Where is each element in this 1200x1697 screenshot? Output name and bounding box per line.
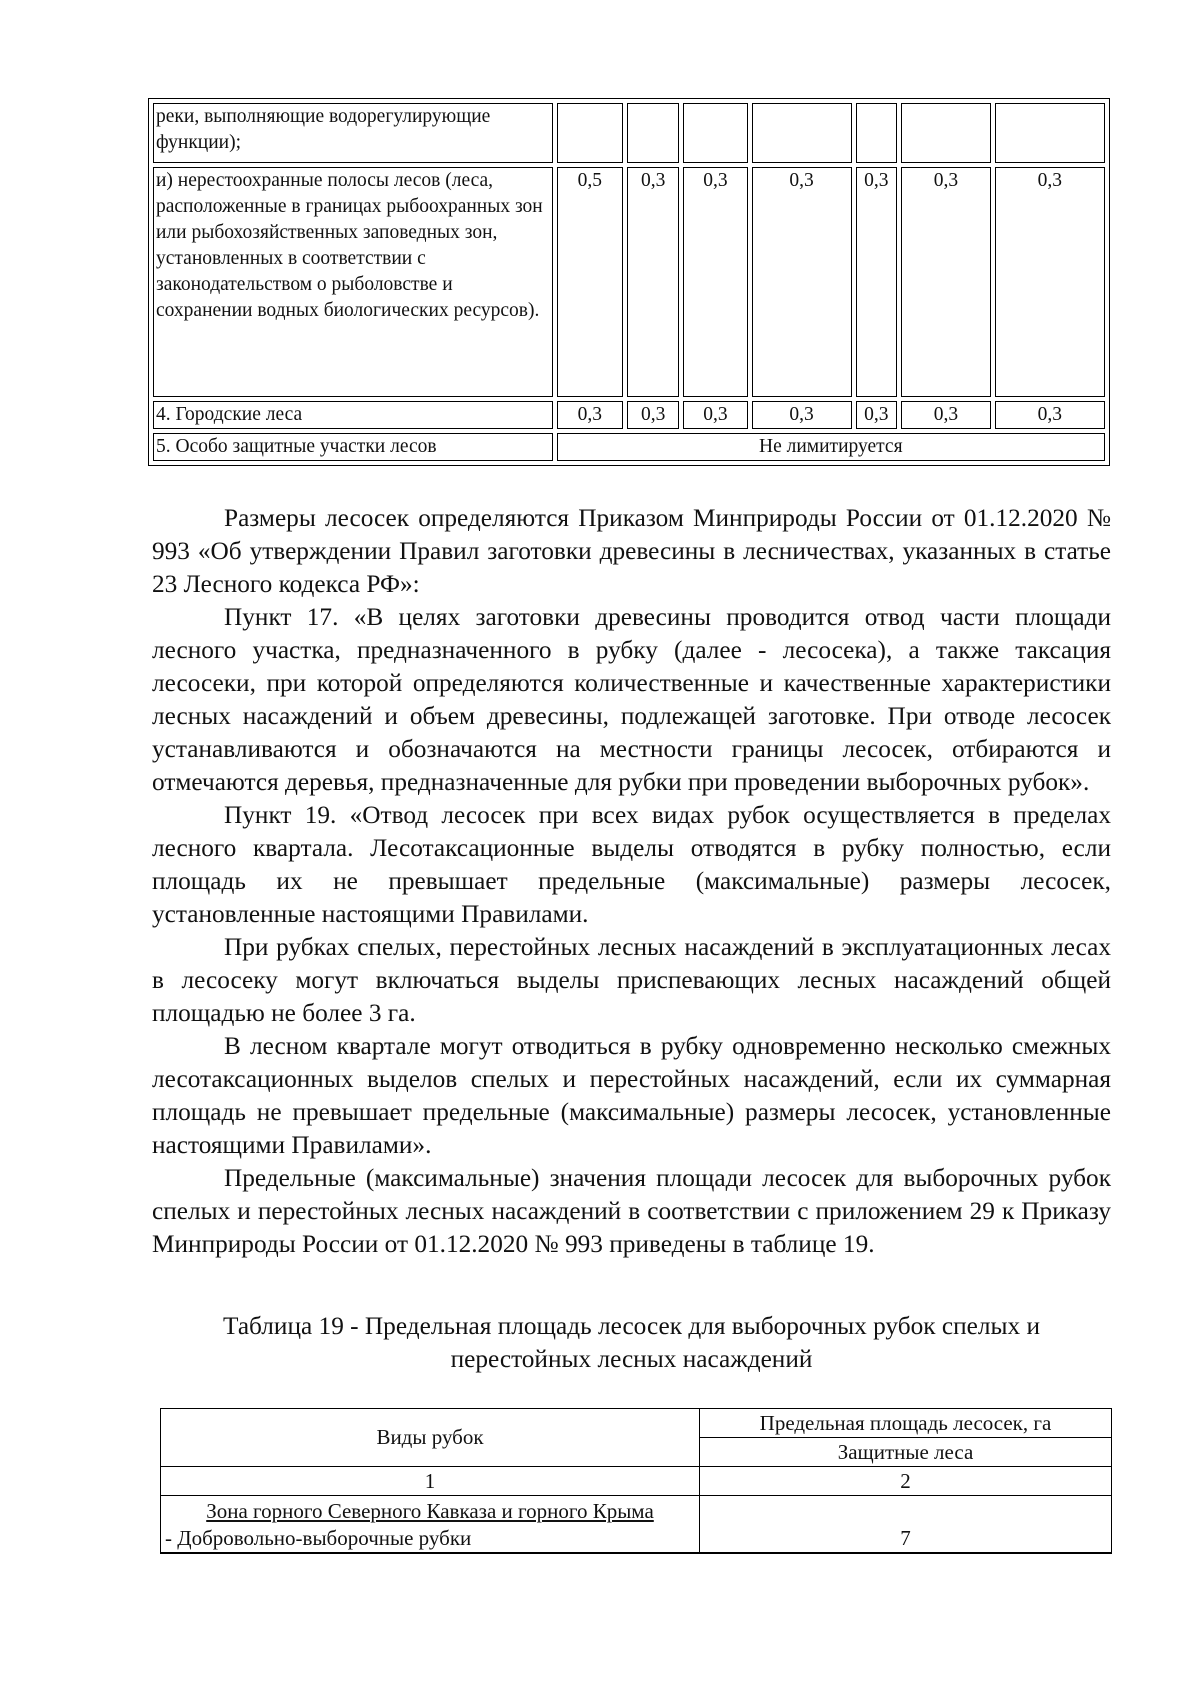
table-row bbox=[153, 433, 1105, 461]
table-row bbox=[153, 103, 1105, 163]
value-cell bbox=[995, 103, 1105, 163]
value-cell: 0,3 bbox=[627, 401, 679, 429]
table-19 bbox=[160, 1408, 1112, 1554]
value-cell: 0,5 bbox=[557, 167, 624, 397]
value-cell: 0,3 bbox=[683, 167, 748, 397]
row-name-cell: 4. Городские леса bbox=[153, 401, 553, 429]
column-number-row bbox=[161, 1467, 1112, 1496]
value-cell: 0,3 bbox=[995, 401, 1105, 429]
value-cell: 0,3 bbox=[856, 401, 898, 429]
value-cell: 0,3 bbox=[752, 167, 852, 397]
row-name-cell: и) нерестоохранные полосы лесов (леса, расположенные в границах рыбоохранных зон или рыбохозяйственных заповедных зон, установленных в соответствии с законодательством о рыболовстве и сохранении водных биологических ресурсов). bbox=[153, 167, 553, 397]
table-row bbox=[153, 167, 1105, 397]
value-cell: 0,3 bbox=[901, 167, 990, 397]
paragraph: Предельные (максимальные) значения площади лесосек для выборочных рубок спелых и перестойных лесных насаждений в соответствии с приложением 29 к Приказу Минприроды России от 01.12.2020 № 993 приведены в таблице 19. bbox=[152, 1164, 1111, 1258]
header-row bbox=[161, 1409, 1112, 1438]
paragraph: Пункт 19. «Отвод лесосек при всех видах рубок осуществляется в пределах лесного квартала. Лесотаксационные выделы отводятся в рубку полностью, если площадь их не превышает предельные (максимальные) размеры лесосек, установленные настоящими Правилами. bbox=[152, 801, 1111, 928]
value-cell: 0,3 bbox=[901, 401, 990, 429]
value-cell bbox=[627, 103, 679, 163]
value-cell: 0,3 bbox=[995, 167, 1105, 397]
col-header-max-area: Предельная площадь лесосек, га bbox=[700, 1409, 1112, 1438]
caption-line: Таблица 19 - Предельная площадь лесосек для выборочных рубок спелых и bbox=[223, 1312, 1040, 1340]
value-cell bbox=[856, 103, 898, 163]
col-header-cut-types: Виды рубок bbox=[161, 1409, 700, 1467]
value-cell: 0,3 bbox=[856, 167, 898, 397]
value-cell bbox=[752, 103, 852, 163]
column-number: 1 bbox=[161, 1467, 700, 1496]
value-cell: 0,3 bbox=[627, 167, 679, 397]
table-row bbox=[161, 1496, 1112, 1554]
paragraph: При рубках спелых, перестойных лесных насаждений в эксплуатационных лесах в лесосеку могут включаться выделы приспевающих лесных насаждений общей площадью не более 3 га. bbox=[152, 933, 1111, 1027]
value-cell bbox=[901, 103, 990, 163]
zone-cell bbox=[161, 1496, 700, 1554]
paragraph: В лесном квартале могут отводиться в рубку одновременно несколько смежных лесотаксационных выделов спелых и перестойных насаждений, если их суммарная площадь не превышает предельные (максимальные) размеры лесосек, установленные настоящими Правилами». bbox=[152, 1032, 1111, 1159]
paragraph: Пункт 17. «В целях заготовки древесины проводится отвод части площади лесного участка, предназначенного в рубку (далее - лесосека), а также таксация лесосеки, при которой определяются количественные и качественные характеристики лесных насаждений и объем древесины, подлежащей заготовке. При отводе лесосек устанавливаются и обозначаются на местности границы лесосек, отбираются и отмечаются деревья, предназначенные для рубки при проведении выборочных рубок». bbox=[152, 603, 1111, 796]
table-caption bbox=[152, 1310, 1111, 1376]
value-cell bbox=[557, 103, 624, 163]
not-limited-cell: Не лимитируется bbox=[557, 433, 1105, 461]
forest-limits-table bbox=[148, 98, 1110, 466]
table-row bbox=[153, 401, 1105, 429]
document-body bbox=[152, 502, 1111, 1261]
paragraph: Размеры лесосек определяются Приказом Минприроды России от 01.12.2020 № 993 «Об утверждении Правил заготовки древесины в лесничествах, указанных в статье 23 Лесного кодекса РФ»: bbox=[152, 504, 1111, 598]
col-subheader-protective-forests: Защитные леса bbox=[700, 1438, 1112, 1467]
value-cell: 0,3 bbox=[557, 401, 624, 429]
zone-title: Зона горного Северного Кавказа и горного Крыма bbox=[206, 1499, 654, 1523]
value-cell: 0,3 bbox=[683, 401, 748, 429]
value-cell: 0,3 bbox=[752, 401, 852, 429]
row-value: 7 bbox=[700, 1496, 1112, 1554]
row-label: - Добровольно-выборочные рубки bbox=[165, 1526, 472, 1550]
column-number: 2 bbox=[700, 1467, 1112, 1496]
caption-line: перестойных лесных насаждений bbox=[450, 1345, 813, 1373]
row-name-cell: реки, выполняющие водорегулирующие функции); bbox=[153, 103, 553, 163]
row-name-cell: 5. Особо защитные участки лесов bbox=[153, 433, 553, 461]
value-cell bbox=[683, 103, 748, 163]
